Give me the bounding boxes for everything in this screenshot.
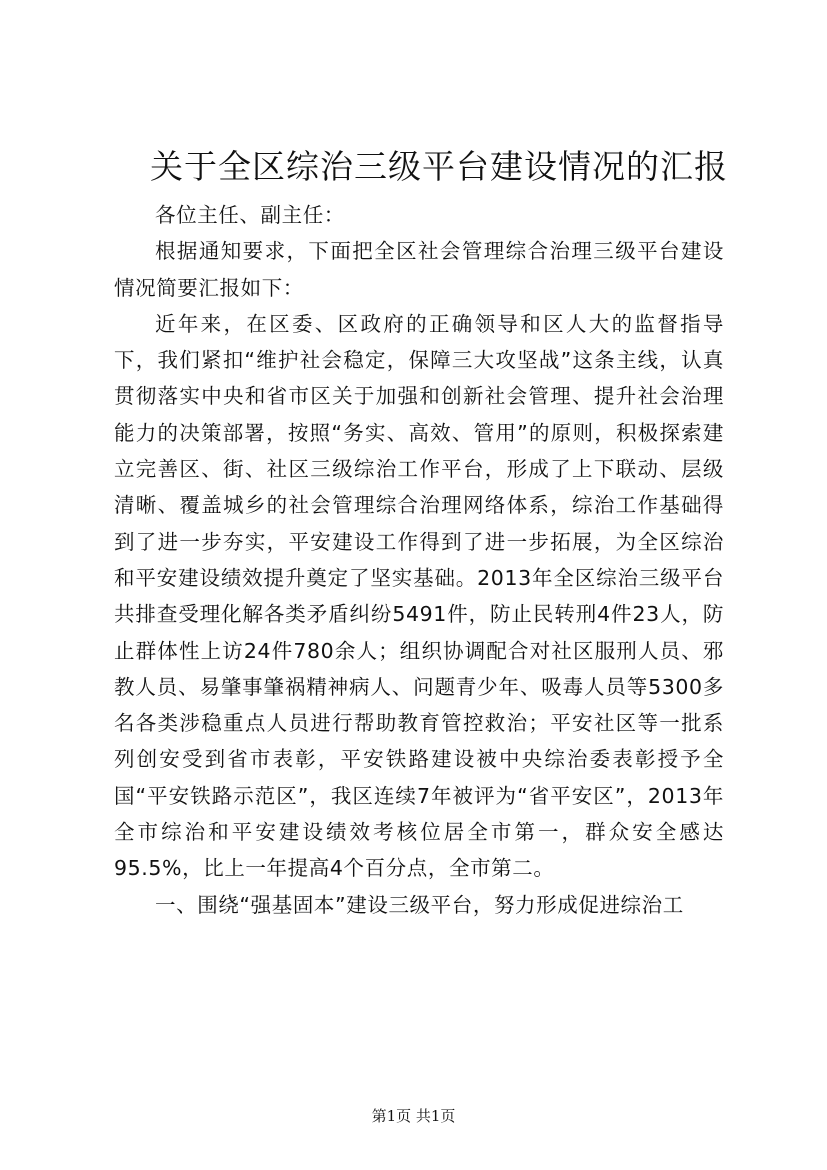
paragraph-overview: 近年来，在区委、区政府的正确领导和区人大的监督指导下，我们紧扣“维护社会稳定，保障三大攻坚战”这条主线，认真贯彻落实中央和省市区关于加强和创新社会管理、提升社会治理能力的决策部署，按照“务实、高效、管用”的原则，积极探索建立完善区、街、社区三级综治工作平台，形成了上下联动、层级清晰、覆盖城乡的社会管理综合治理网络体系，综治工作基础得到了进一步夯实，平安建设工作得到了进一步拓展，为全区综治和平安建设绩效提升奠定了坚实基础。2013年全区综治三级平台共排查受理化解各类矛盾纠纷5491件，防止民转刑4件23人，防止群体性上访24件780余人；组织协调配合对社区服刑人员、邪教人员、易肇事肇祸精神病人、问题青少年、吸毒人员等5300多名各类涉稳重点人员进行帮助教育管控救治；平安社区等一批系列创安受到省市表彰，平安铁路建设被中央综治委表彰授予全国“平安铁路示范区”，我区连续7年被评为“省平安区”，2013年全市综治和平安建设绩效考核位居全市第一，群众安全感达95.5%，比上一年提高4个百分点，全市第二。 — [114, 311, 724, 881]
document-title: 关于全区综治三级平台建设情况的汇报 — [150, 147, 728, 186]
salutation: 各位主任、副主任： — [155, 203, 345, 227]
document-body — [114, 197, 724, 923]
section-heading-1: 一、围绕“强基固本”建设三级平台，努力形成促进综治工 — [155, 892, 684, 917]
page-footer: 第1页 共1页 — [371, 1107, 456, 1125]
paragraph-intro: 根据通知要求，下面把全区社会管理综合治理三级平台建设情况简要汇报如下： — [114, 239, 724, 300]
